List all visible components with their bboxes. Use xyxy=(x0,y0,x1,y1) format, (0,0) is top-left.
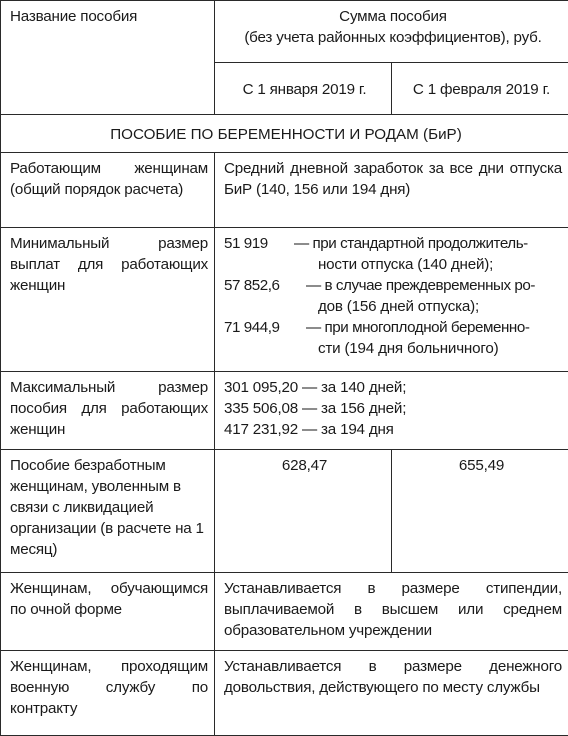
min-payment-desc-line1: при стандартной продолжитель- xyxy=(313,235,528,252)
dash: — xyxy=(306,319,325,336)
header-sum-subtitle: (без учета районных коэффициентов), руб. xyxy=(224,27,562,48)
max-payment-line: 301 095,20 — за 140 дней; xyxy=(224,377,562,398)
min-payment-desc-line1: в случае преждевременных ро- xyxy=(325,277,535,294)
min-payment-desc-line2: дов (156 дней отпуска); xyxy=(318,296,562,317)
value-jan-cell xyxy=(215,450,392,573)
min-payment-desc xyxy=(294,233,562,254)
dash: — xyxy=(294,235,313,252)
min-payment-amount: 71 944,9 xyxy=(224,317,306,338)
value-jan: 628,47 xyxy=(282,457,327,474)
header-name-cell xyxy=(1,1,215,115)
row-name-cell xyxy=(1,450,215,573)
min-payment-desc xyxy=(306,275,562,296)
row-name: Минимальный размер выплат для работающих женщин xyxy=(10,235,208,294)
min-payment-amount: 51 919 xyxy=(224,233,294,254)
header-date-jan-label: С 1 января 2019 г. xyxy=(243,81,367,98)
min-payment-cont xyxy=(224,296,562,317)
row-value-cell xyxy=(215,372,568,450)
header-date-feb xyxy=(392,63,568,115)
header-date-feb-label: С 1 февраля 2019 г. xyxy=(413,81,550,98)
min-payment-cont xyxy=(224,338,562,359)
min-payment-desc-line1: при многоплодной беременно- xyxy=(325,319,530,336)
row-name-cell xyxy=(1,228,215,372)
row-name: Работающим женщинам (общий порядок расчета) xyxy=(10,160,208,198)
section-title-cell xyxy=(1,115,568,153)
header-date-jan xyxy=(215,63,392,115)
section-title: ПОСОБИЕ ПО БЕРЕМЕННОСТИ И РОДАМ (БиР) xyxy=(110,126,462,143)
min-payment-desc-line2: сти (194 дня больничного) xyxy=(318,338,562,359)
row-value-cell xyxy=(215,573,568,651)
row-value-cell xyxy=(215,153,568,228)
row-name-cell xyxy=(1,573,215,651)
row-value: Устанавливается в размере стипендии, выплачиваемой в высшем или среднем образовательном учреждении xyxy=(224,580,562,639)
min-payment-line xyxy=(224,275,562,296)
min-payment-cont xyxy=(224,254,562,275)
min-payment-line xyxy=(224,233,562,254)
row-value-cell xyxy=(215,651,568,736)
row-name-cell xyxy=(1,651,215,736)
min-payment-line xyxy=(224,317,562,338)
max-payment-line: 335 506,08 — за 156 дней; xyxy=(224,398,562,419)
row-name: Женщинам, проходящим военную службу по контракту xyxy=(10,658,208,717)
header-sum-cell xyxy=(215,1,568,63)
min-payment-desc-line2: ности отпуска (140 дней); xyxy=(318,254,562,275)
row-name-cell xyxy=(1,372,215,450)
dash: — xyxy=(306,277,325,294)
header-sum-title: Сумма пособия xyxy=(224,6,562,27)
row-name: Пособие безработным женщинам, уволенным в связи с ликвидацией организации (в расчете на 1 месяц) xyxy=(10,457,204,558)
value-feb-cell xyxy=(392,450,568,573)
row-name: Женщинам, обучающимся по очной форме xyxy=(10,580,208,618)
row-value-cell xyxy=(215,228,568,372)
min-payment-desc xyxy=(306,317,562,338)
row-value: Средний дневной заработок за все дни отпуска БиР (140, 156 или 194 дня) xyxy=(224,160,562,198)
max-payment-line: 417 231,92 — за 194 дня xyxy=(224,419,562,440)
value-feb: 655,49 xyxy=(459,457,504,474)
row-name-cell xyxy=(1,153,215,228)
header-name-label: Название пособия xyxy=(10,8,137,25)
row-name: Максимальный размер пособия для работающих женщин xyxy=(10,379,208,438)
min-payment-amount: 57 852,6 xyxy=(224,275,306,296)
row-value: Устанавливается в размере денежного довольствия, действующего по месту службы xyxy=(224,658,562,696)
